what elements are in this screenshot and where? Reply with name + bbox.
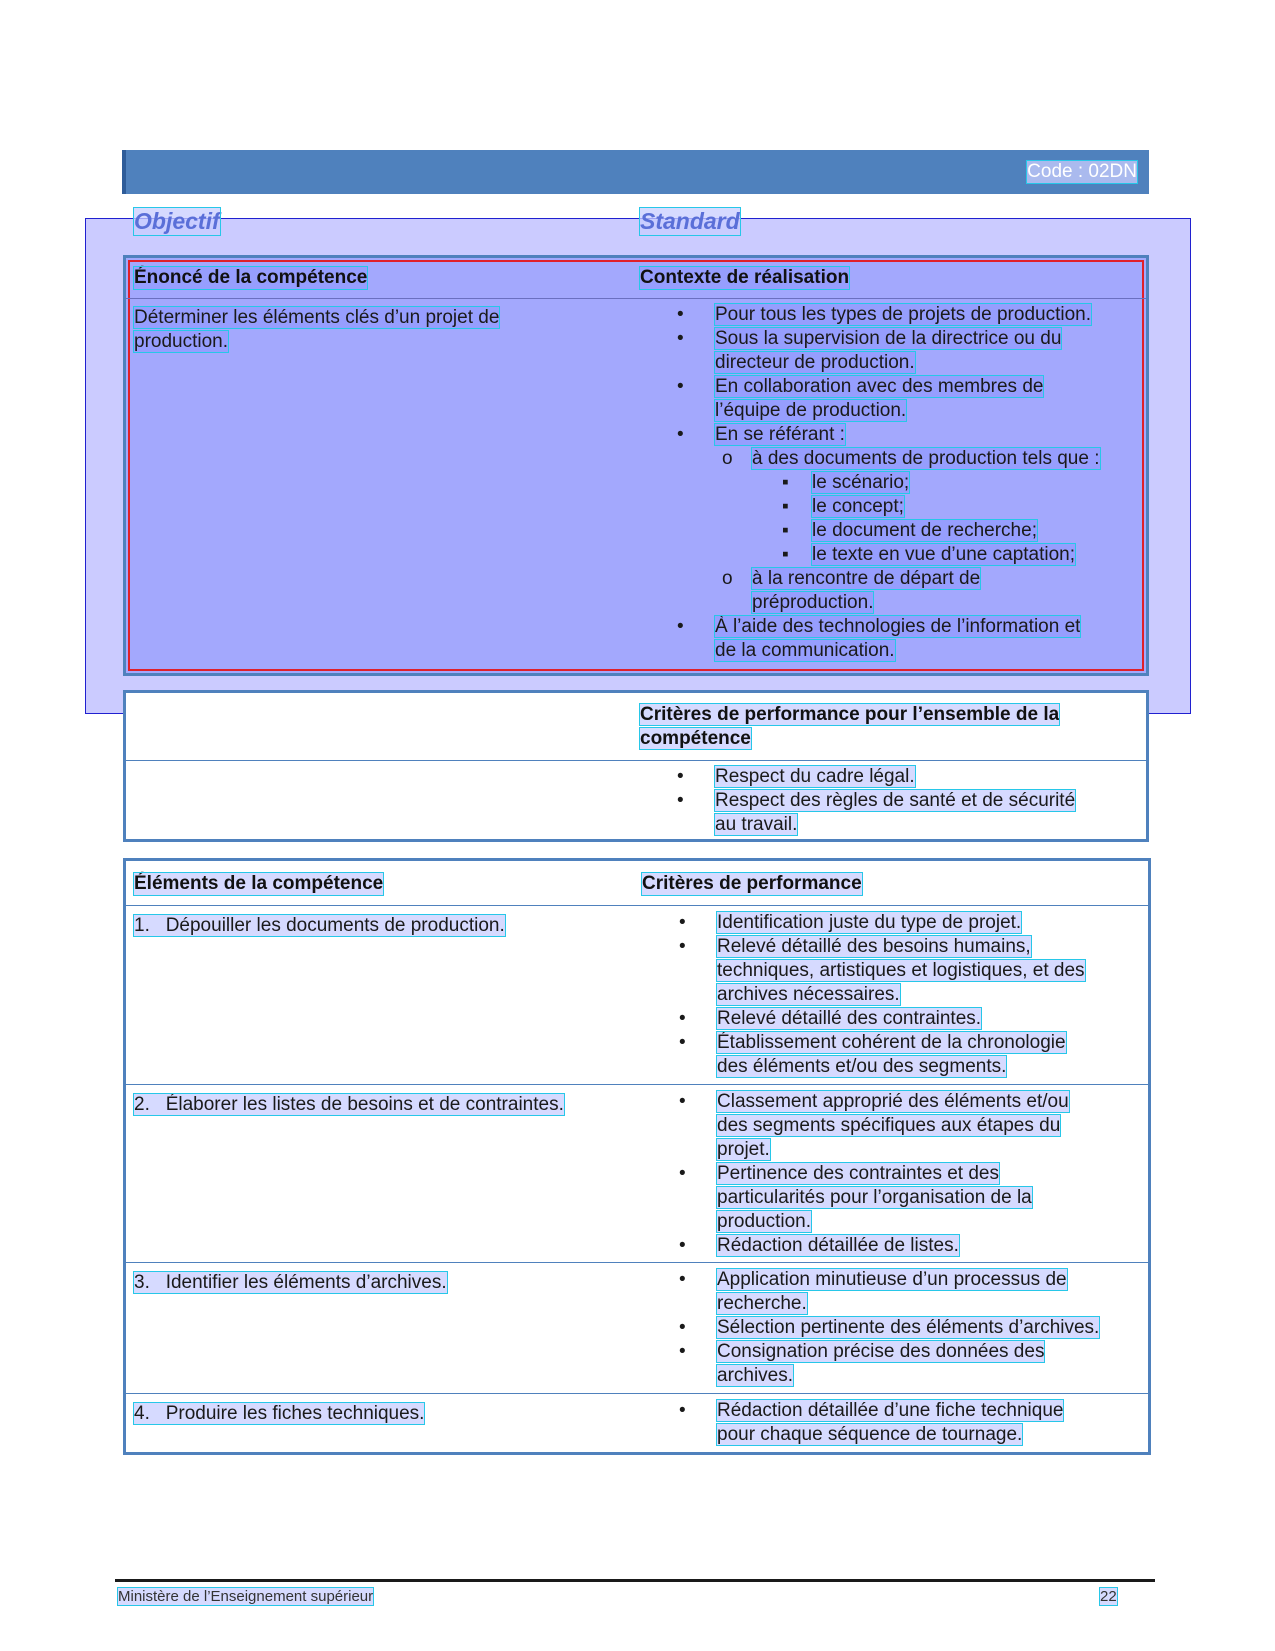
row-divider (126, 905, 1148, 906)
contexte-item: • Pour tous les types de projets de production. (677, 303, 1137, 327)
criteria-item: • Respect du cadre légal. (677, 765, 1137, 789)
criteria-header: Critères de performance (642, 873, 862, 894)
document-item: ▪ le scénario; (782, 471, 1137, 495)
objectif-heading: Objectif (134, 208, 220, 234)
element-row-4: 4. Produire les fiches techniques. (134, 1403, 425, 1424)
row-divider (126, 1084, 1148, 1085)
criteria-list-3 (679, 1268, 1141, 1388)
criteria-item: • Sélection pertinente des éléments d’archives. (679, 1316, 1141, 1340)
element-row-1: 1. Dépouiller les documents de production. (134, 915, 505, 936)
criteria-item: • Rédaction détaillée de listes. (679, 1234, 1141, 1258)
criteria-list-1 (679, 911, 1141, 1079)
criteria-item: • Relevé détaillé des besoins humains, techniques, artistiques et logistiques, et des archives nécessaires. (679, 935, 1141, 1007)
contexte-item: • En collaboration avec des membres de l’équipe de production. (677, 375, 1137, 423)
contexte-item: • En se référant : (677, 423, 1137, 447)
footer-ministry: Ministère de l’Enseignement supérieur (118, 1588, 374, 1605)
document-item: ▪ le concept; (782, 495, 1137, 519)
contexte-item: • À l’aide des technologies de l’information et de la communication. (677, 615, 1137, 663)
course-code: Code : 02DN (1027, 161, 1137, 182)
document-item: ▪ le texte en vue d’une captation; (782, 543, 1137, 567)
criteria-item: • Relevé détaillé des contraintes. (679, 1007, 1141, 1031)
row-divider (126, 1393, 1148, 1394)
global-criteria-list (677, 765, 1137, 837)
global-criteria-header: Critères de performance pour l’ensemble de la compétence (640, 704, 1060, 749)
header-divider (126, 760, 1146, 761)
criteria-item: • Établissement cohérent de la chronologie des éléments et/ou des segments. (679, 1031, 1141, 1079)
element-row-2: 2. Élaborer les listes de besoins et de contraintes. (134, 1094, 564, 1115)
footer-rule (115, 1579, 1155, 1582)
contexte-subitem: o à la rencontre de départ de préproduction. (722, 567, 1137, 615)
page-number: 22 (1100, 1588, 1117, 1605)
enonce-line: Déterminer les éléments clés d’un projet de (134, 307, 500, 328)
contexte-subitem: o à des documents de production tels que : (722, 447, 1137, 471)
enonce-line: production. (134, 331, 229, 352)
criteria-list-4 (679, 1399, 1141, 1447)
criteria-item: • Classement approprié des éléments et/ou des segments spécifiques aux étapes du projet. (679, 1090, 1141, 1162)
document-item: ▪ le document de recherche; (782, 519, 1137, 543)
row-divider (126, 1262, 1148, 1263)
criteria-item: • Respect des règles de santé et de sécurité au travail. (677, 789, 1137, 837)
criteria-list-2 (679, 1090, 1141, 1258)
standard-heading: Standard (640, 208, 740, 234)
criteria-item: • Identification juste du type de projet. (679, 911, 1141, 935)
contexte-item: • Sous la supervision de la directrice ou du directeur de production. (677, 327, 1137, 375)
header-divider (126, 298, 1146, 299)
code-header-bar (122, 150, 1149, 194)
contexte-list (677, 303, 1137, 663)
criteria-item: • Pertinence des contraintes et des particularités pour l’organisation de la production. (679, 1162, 1141, 1234)
criteria-item: • Rédaction détaillée d’une fiche technique pour chaque séquence de tournage. (679, 1399, 1141, 1447)
contexte-header: Contexte de réalisation (640, 267, 850, 288)
criteria-item: • Consignation précise des données des archives. (679, 1340, 1141, 1388)
enonce-text (134, 306, 554, 354)
criteria-item: • Application minutieuse d’un processus de recherche. (679, 1268, 1141, 1316)
element-row-3: 3. Identifier les éléments d’archives. (134, 1272, 447, 1293)
elements-header: Éléments de la compétence (134, 873, 384, 894)
enonce-header: Énoncé de la compétence (134, 267, 368, 288)
